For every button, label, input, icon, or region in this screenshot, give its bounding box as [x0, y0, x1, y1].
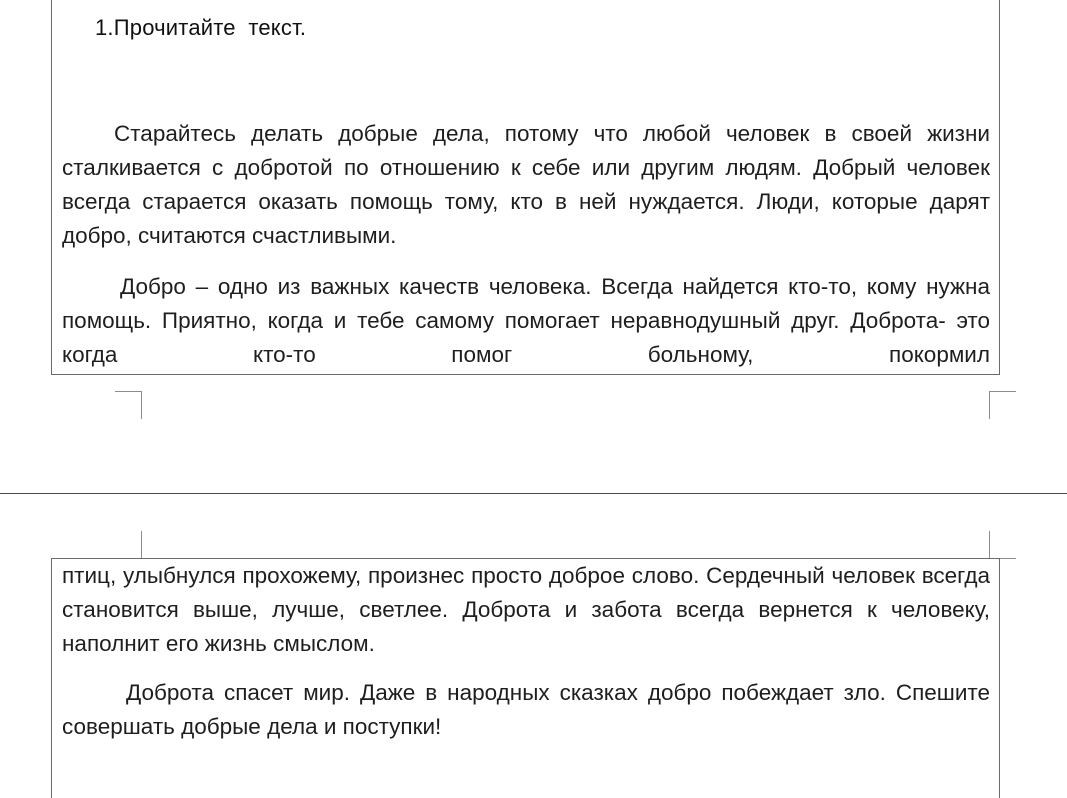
- paragraph-2-continued: птиц, улыбнулся прохожему, произнес просто доброе слово. Сердечный человек всегда становится выше, лучше, светлее. Доброта и забота всегда вернется к человеку, наполнит его жизнь смыслом.: [62, 563, 990, 656]
- paragraph-2: Добро – одно из важных качеств человека. Всегда найдется кто-то, кому нужна помощь. Приятно, когда и тебе самому помогает неравнодушный друг. Доброта- это когда кто-то помог больному, покормил: [62, 274, 990, 367]
- page-corner-marker-top-left: [115, 531, 142, 559]
- paragraph-1: Старайтесь делать добрые дела, потому что любой человек в своей жизни сталкивается с добротой по отношению к себе или другим людям. Добрый человек всегда старается оказать помощь тому, кто в ней нуждается. Люди, которые дарят добро, считаются счастливыми.: [62, 121, 990, 248]
- paragraph-3: Доброта спасет мир. Даже в народных сказках добро побеждает зло. Спешите совершать добрые дела и поступки!: [62, 680, 990, 739]
- text-frame-bottom[interactable]: [51, 558, 1000, 798]
- task-heading: 1.Прочитайте текст.: [95, 15, 307, 40]
- page-corner-marker-top-right: [989, 531, 1016, 559]
